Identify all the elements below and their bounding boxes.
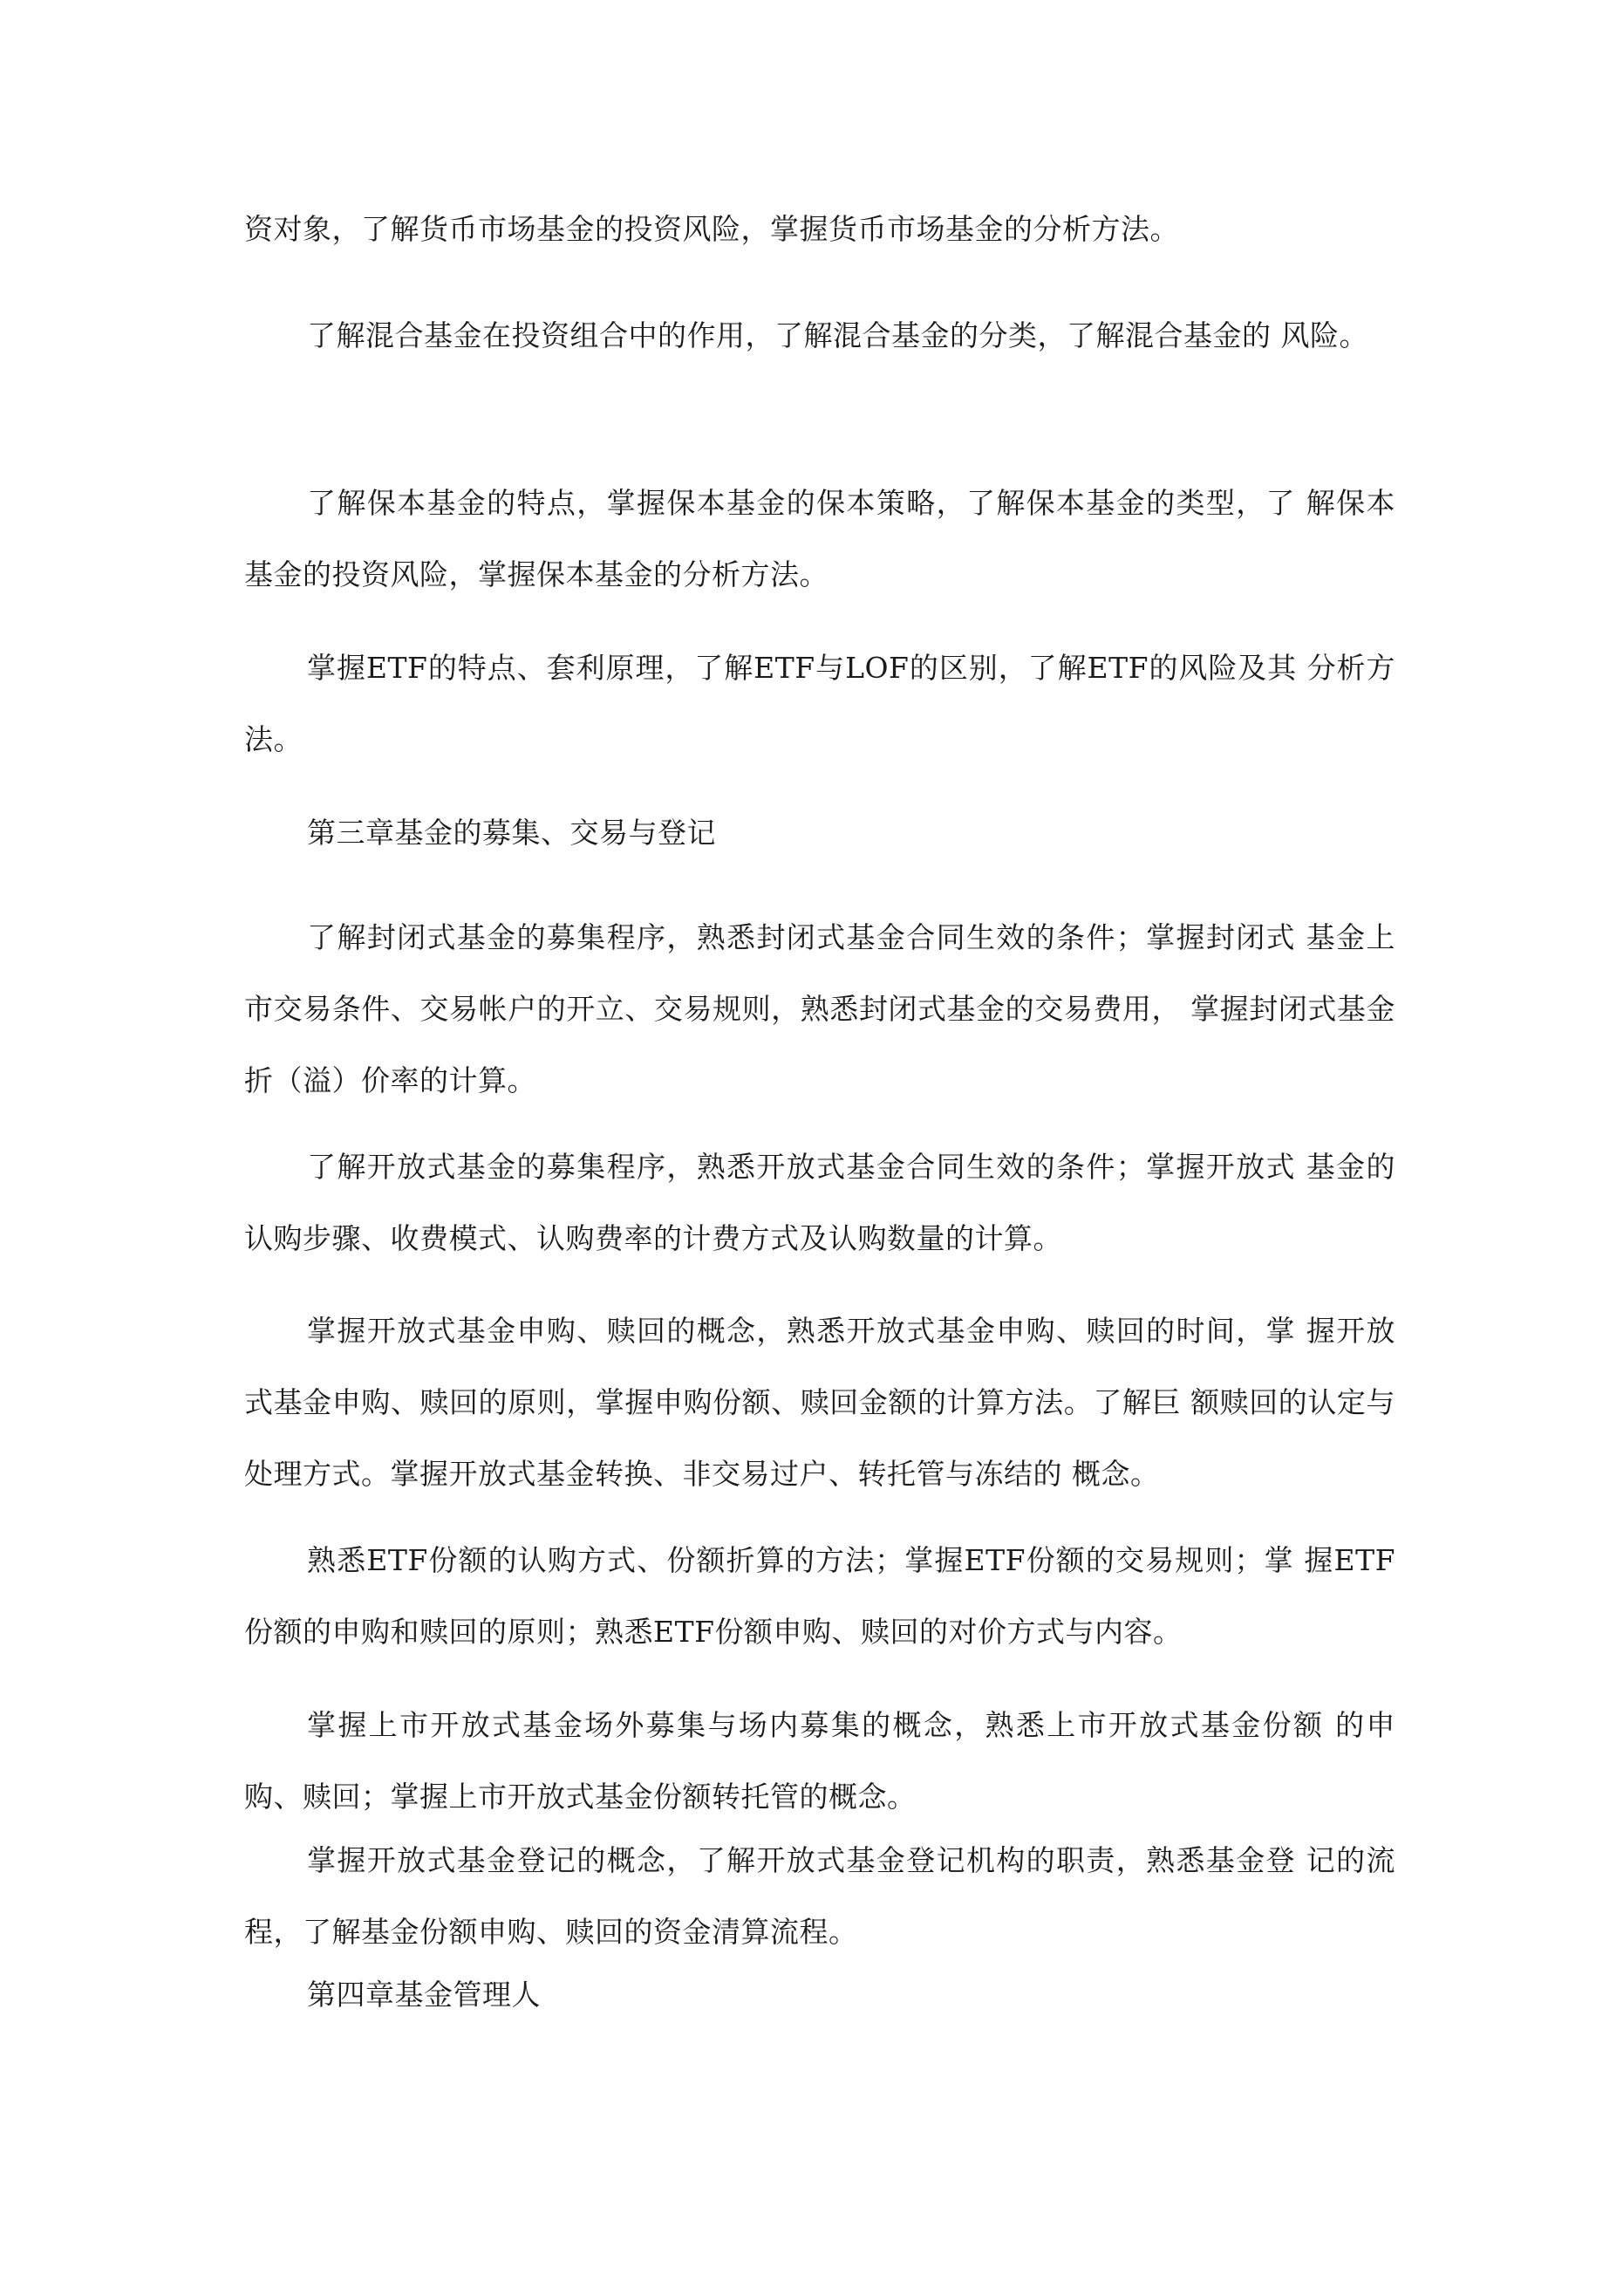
- paragraph-open-end-fund-raising: 了解开放式基金的募集程序，熟悉开放式基金合同生效的条件；掌握开放式 基金的认购步骤、收费模式、认购费率的计费方式及认购数量的计算。: [244, 1150, 1395, 1255]
- paragraph-hybrid-fund: 了解混合基金在投资组合中的作用，了解混合基金的分类，了解混合基金的 风险。: [307, 318, 1368, 352]
- paragraph-subscription-redemption: 掌握开放式基金申购、赎回的概念，熟悉开放式基金申购、赎回的时间，掌 握开放式基金申购、赎回的原则，掌握申购份额、赎回金额的计算方法。了解巨 额赎回的认定与处理方式。掌握开放式基金转换、非交易过户、转托管与冻结的 概念。: [244, 1314, 1395, 1491]
- paragraph-guaranteed-fund: 了解保本基金的特点，掌握保本基金的保本策略，了解保本基金的类型，了 解保本基金的投资风险，掌握保本基金的分析方法。: [244, 486, 1395, 591]
- paragraph-etf: 掌握ETF的特点、套利原理，了解ETF与LOF的区别，了解ETF的风险及其 分析方法。: [244, 651, 1395, 756]
- paragraph-money-market-continued: 资对象，了解货币市场基金的投资风险，掌握货币市场基金的分析方法。: [244, 212, 1179, 246]
- paragraph-lof: 掌握上市开放式基金场外募集与场内募集的概念，熟悉上市开放式基金份额 的申购、赎回；掌握上市开放式基金份额转托管的概念。: [244, 1708, 1395, 1814]
- paragraph-etf-shares: 熟悉ETF份额的认购方式、份额折算的方法；掌握ETF份额的交易规则；掌 握ETF份额的申购和赎回的原则；熟悉ETF份额申购、赎回的对价方式与内容。: [244, 1543, 1395, 1649]
- paragraph-closed-end-fund: 了解封闭式基金的募集程序，熟悉封闭式基金合同生效的条件；掌握封闭式 基金上市交易条件、交易帐户的开立、交易规则，熟悉封闭式基金的交易费用， 掌握封闭式基金折（溢）价率的计算。: [244, 920, 1395, 1097]
- paragraph-registration: 掌握开放式基金登记的概念，了解开放式基金登记机构的职责，熟悉基金登 记的流程，了解基金份额申购、赎回的资金清算流程。: [244, 1843, 1395, 1949]
- chapter-3-heading: 第三章基金的募集、交易与登记: [307, 816, 716, 850]
- chapter-4-heading: 第四章基金管理人: [307, 1978, 541, 2012]
